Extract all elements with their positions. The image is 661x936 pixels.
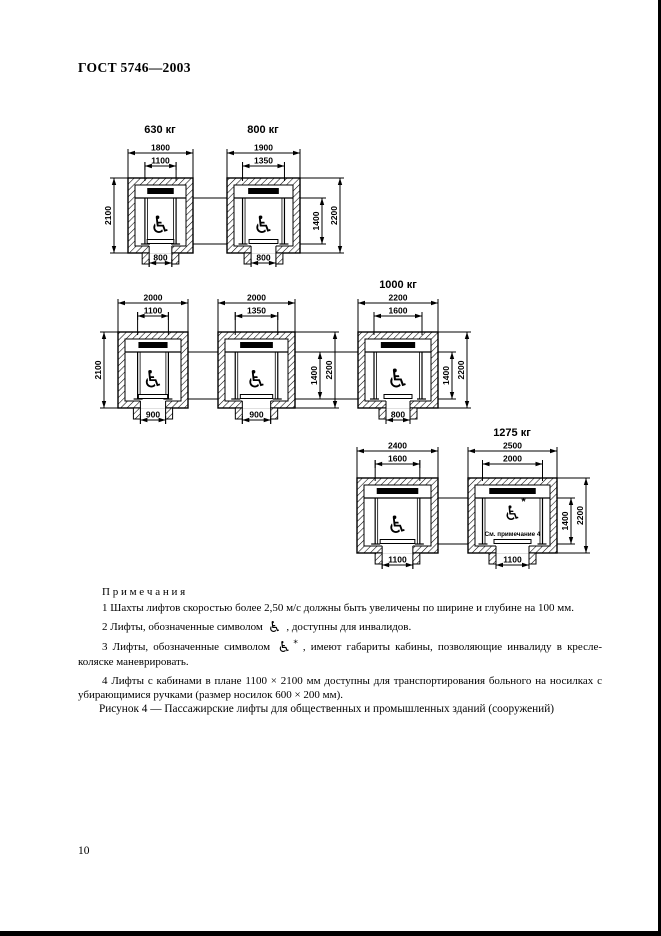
dimension-label: 2100 xyxy=(103,206,113,225)
counterweight xyxy=(138,342,167,348)
dimension-label: 800 xyxy=(390,409,406,420)
capacity-label-text: 800 кг xyxy=(247,124,279,136)
note-2 xyxy=(78,620,602,635)
counterweight xyxy=(248,188,279,194)
dimension-label: 2200 xyxy=(324,360,334,380)
counterweight xyxy=(377,488,419,494)
dimension-label: 2000 xyxy=(247,292,266,303)
dimension-label: 2200 xyxy=(329,206,339,225)
dimension-label: 800 xyxy=(153,252,168,263)
counterweight xyxy=(381,342,415,348)
note-4 xyxy=(78,674,602,702)
dimension-label: 1400 xyxy=(441,366,451,385)
lift-1275-a xyxy=(357,441,438,570)
dimension-label: 2200 xyxy=(456,360,466,380)
lift-1000-a xyxy=(93,293,188,425)
dimension-label: 1100 xyxy=(503,554,522,565)
note-1 xyxy=(78,601,602,615)
dimension-label: 1400 xyxy=(311,211,321,231)
lift-630 xyxy=(103,143,193,268)
note-text: Лифты, обозначенные символом xyxy=(112,641,271,654)
dimension-label: 1600 xyxy=(388,453,407,464)
dimension-label: 2200 xyxy=(575,506,585,525)
scan-edge-bottom xyxy=(0,931,661,936)
wheelchair-icon: ♿ xyxy=(386,364,410,395)
wheelchair-icon: ♿ xyxy=(142,365,164,394)
capacity-label-text: 1000 кг xyxy=(379,279,417,291)
dimension-label: 2000 xyxy=(143,292,163,303)
wheelchair-asterisk-icon: ♿* xyxy=(275,638,298,657)
dimension-label: 1600 xyxy=(388,305,408,316)
note-text: Лифты, обозначенные символом xyxy=(110,621,263,634)
dimension-label: 2000 xyxy=(503,453,522,464)
note-text: Лифты с кабинами в плане 1100 × 2100 мм доступны для транспортирования больного на носилках с убирающимися ручками (размер носилок 600 × 200 мм). xyxy=(78,675,603,702)
dimension-label: 900 xyxy=(249,409,264,420)
wheelchair-icon: ♿ xyxy=(245,365,268,394)
dimension-label: 2100 xyxy=(93,360,103,380)
dimension-label: 1100 xyxy=(143,305,163,316)
page-number: 10 xyxy=(78,845,90,857)
capacity-label-text: 1275 кг xyxy=(493,427,531,439)
standard-number-header: ГОСТ 5746—2003 xyxy=(78,60,191,75)
capacity-label xyxy=(247,124,279,136)
notes-title: П р и м е ч а н и я xyxy=(102,586,186,598)
dimension-label: 1350 xyxy=(247,305,266,316)
lift-1275-b xyxy=(468,441,590,570)
capacity-label xyxy=(493,427,531,439)
dimension-label: 2500 xyxy=(503,440,522,451)
note-number: 2 xyxy=(102,621,108,634)
dimension-label: 1350 xyxy=(254,155,273,166)
note-text: , имеют габариты кабины, позволяющие инвалиду в кресле-коляске маневрировать. xyxy=(78,641,602,669)
counterweight xyxy=(240,342,273,348)
counterweight xyxy=(147,188,174,194)
capacity-label xyxy=(379,279,417,291)
capacity-label-text: 630 кг xyxy=(144,124,176,136)
wheelchair-icon: ♿ xyxy=(503,501,522,525)
wheelchair-icon: ♿ xyxy=(386,510,409,539)
dimension-label: 1900 xyxy=(254,142,273,153)
see-note-4-label: См. примечание 4 xyxy=(484,531,541,538)
dimension-label: 1400 xyxy=(560,511,570,531)
note-number: 3 xyxy=(102,641,108,654)
note-3 xyxy=(78,640,602,669)
wheelchair-icon: ♿ xyxy=(267,618,282,637)
lift-1000-b xyxy=(218,293,339,425)
note-text: , доступны для инвалидов. xyxy=(286,621,412,634)
note-number: 1 xyxy=(102,602,108,615)
dimension-label: 1100 xyxy=(151,155,170,166)
lift-1000-c xyxy=(358,293,471,425)
dimension-label: 2400 xyxy=(388,440,407,451)
shaft-connector-lines xyxy=(188,352,218,399)
asterisk-mark: * xyxy=(521,496,526,508)
dimension-label: 2200 xyxy=(388,292,408,303)
dimension-label: 1100 xyxy=(388,554,407,565)
notes-block xyxy=(78,585,602,704)
dimension-label: 1800 xyxy=(151,142,170,153)
shaft-connector-lines xyxy=(193,198,227,244)
dimension-label: 1400 xyxy=(309,366,319,385)
capacity-label xyxy=(144,124,176,136)
dimension-label: 800 xyxy=(256,252,271,263)
counterweight xyxy=(489,488,536,494)
note-number: 4 xyxy=(102,675,108,688)
figure-caption: Рисунок 4 — Пассажирские лифты для общественных и промышленных зданий (сооружений) xyxy=(98,703,555,715)
lift-800 xyxy=(227,143,344,268)
note-text: Шахты лифтов скоростью более 2,50 м/с должны быть увеличены по ширине и глубине на 100 мм. xyxy=(110,602,574,615)
shaft-connector-lines xyxy=(438,498,468,544)
wheelchair-icon: ♿ xyxy=(149,210,172,239)
wheelchair-icon: ♿ xyxy=(252,210,275,239)
dimension-label: 900 xyxy=(145,409,161,420)
